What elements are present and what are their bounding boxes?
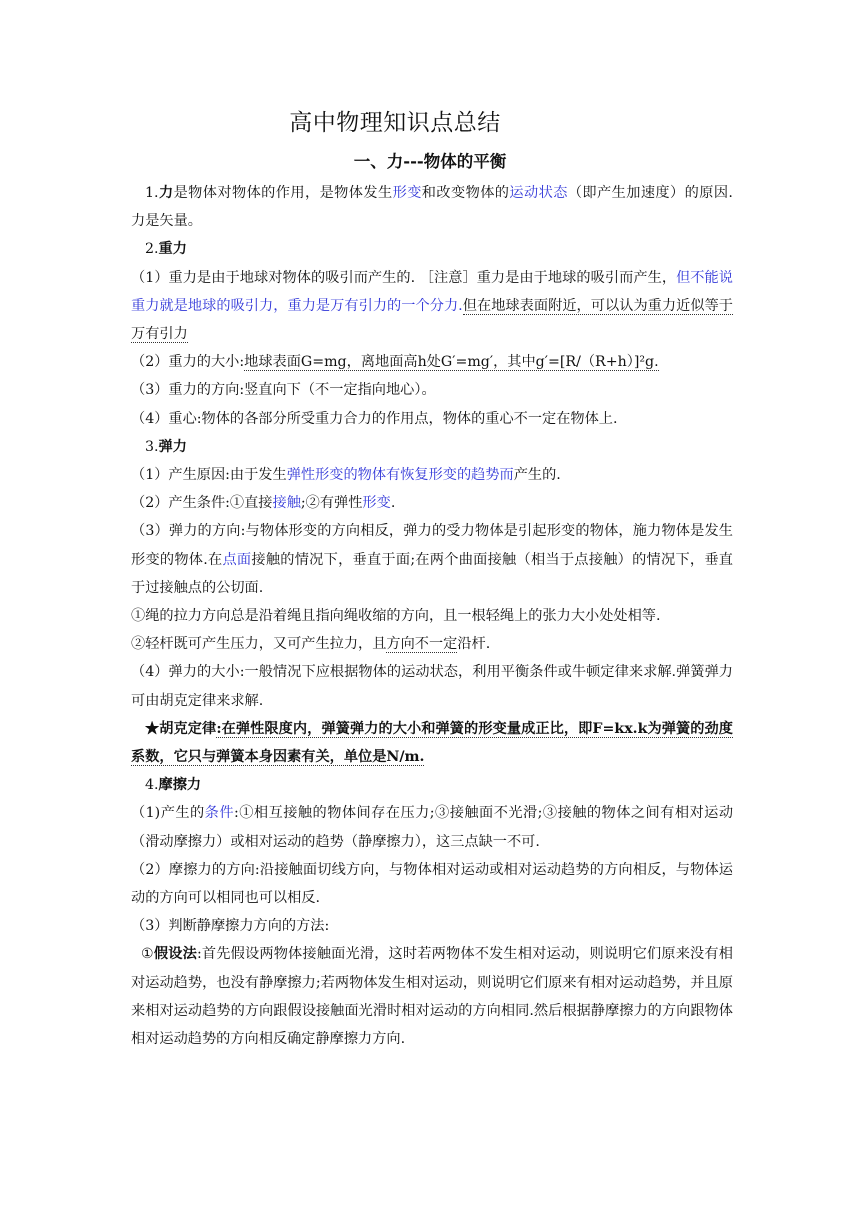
heading-elastic-force: [131, 433, 733, 461]
term-force: 力: [158, 185, 174, 201]
highlight-text: 但不能说重力就是地球的吸引力，重力是万有引力的一个分力.: [131, 269, 733, 314]
text: （3）弹力的方向:与物体形变的方向相反，弹力的受力物体是引起形变的物体，施力物体是发生形变的物体.在: [131, 523, 733, 568]
paragraph-rope: ①绳的拉力方向总是沿着绳且指向绳收缩的方向，且一根轻绳上的张力大小处处相等.: [131, 608, 661, 625]
highlight-term: 条件: [204, 805, 234, 822]
heading-label: 摩擦力: [158, 777, 202, 794]
paragraph-hookes-law: [131, 715, 733, 771]
paragraph-rod: [131, 630, 733, 658]
highlight-term: 点面: [222, 551, 252, 568]
paragraph-gravity-2: [131, 348, 733, 376]
text: ;②有弹性: [300, 495, 363, 512]
paragraph-friction-3: （3）判断静摩擦力方向的方法:: [131, 918, 330, 935]
text: ②轻杆既可产生压力，又可产生拉力，且: [131, 636, 387, 653]
underlined-text: 但在地球表面附近，可以认为重力近似等于万有引力: [131, 297, 733, 343]
text: 和改变物体的: [421, 185, 510, 201]
paragraph-elastic-3: [131, 517, 733, 602]
highlight-term: 形变: [362, 495, 391, 512]
paragraph-assumption-method: [131, 940, 733, 1053]
paragraph-friction-2: （2）摩擦力的方向:沿接触面切线方向，与物体相对运动或相对运动趋势的方向相反，与物体运动的方向可以相同也可以相反.: [131, 861, 733, 907]
text: 沿杆.: [457, 636, 491, 653]
paragraph-elastic-2: [131, 489, 733, 517]
text: （1）重力是由于地球对物体的吸引而产生的. ［注意］重力是由于地球的吸引而产生，: [131, 269, 677, 286]
section-heading: 一、力---物体的平衡: [353, 152, 507, 171]
underlined-formula: 地球表面G=mg，离地面高h处G′=mg′，其中g′=[R/（R+h）]²g.: [244, 354, 659, 371]
term-assumption-method: 假设法: [153, 946, 197, 963]
paragraph-force-definition: [131, 179, 733, 235]
text: （即产生加速度）的原因. 力是矢量。: [131, 185, 733, 230]
item-number: 4.: [145, 777, 159, 794]
heading-label: 重力: [158, 241, 187, 258]
document-body: [131, 179, 733, 1053]
paragraph-gravity-3: （3）重力的方向:竖直向下（不一定指向地心）。: [131, 382, 436, 399]
paragraph-elastic-4: （4）弹力的大小:一般情况下应根据物体的运动状态，利用平衡条件或牛顿定律来求解.弹簧弹力可由胡克定律来求解.: [131, 664, 733, 709]
heading-gravity: [131, 235, 733, 263]
item-number: 1.: [145, 185, 159, 201]
paragraph-friction-1: [131, 799, 733, 855]
paragraph-elastic-1: [131, 461, 733, 489]
highlight-text: 弹性形变的物体有恢复形变的趋势而: [286, 467, 514, 484]
heading-label: 弹力: [158, 438, 187, 455]
highlight-term: 接触: [272, 495, 301, 512]
hookes-law-label: ★胡克定律: [145, 720, 217, 737]
text: 产生的.: [513, 467, 561, 484]
text: （2）产生条件:①直接: [131, 495, 273, 512]
heading-friction: [131, 771, 733, 799]
item-number: 3.: [145, 438, 159, 455]
item-number: 2.: [145, 241, 159, 258]
underlined-text: 方向不一定: [386, 636, 458, 653]
paragraph-gravity-1: [131, 264, 733, 349]
document-title: 高中物理知识点总结: [289, 110, 501, 136]
text: （2）重力的大小:: [131, 354, 245, 371]
hookes-law-text: :在弹性限度内，弹簧弹力的大小和弹簧的形变量成正比，即F=kx.k为弹簧的劲度系数，它只与弹簧本身因素有关，单位是N/m.: [131, 720, 733, 766]
text: （1）产生原因:由于发生: [131, 467, 287, 484]
text: :首先假设两物体接触面光滑，这时若两物体不发生相对运动，则说明它们原来没有相对运动趋势，也没有静摩擦力;若两物体发生相对运动，则说明它们原来有相对运动趋势，并且原来相对运动趋势的方向跟假设接触面光滑时相对运动的方向相同.然后根据静摩擦力的方向跟物体相对运动趋势的方向相反确定静摩擦力方向.: [131, 946, 733, 1048]
text: 是物体对物体的作用，是物体发生: [173, 185, 393, 201]
item-number: ①: [141, 946, 154, 963]
paragraph-gravity-4: （4）重心:物体的各部分所受重力合力的作用点，物体的重心不一定在物体上.: [131, 410, 618, 427]
text: :①相互接触的物体间存在压力;③接触面不光滑;③接触的物体之间有相对运动（滑动摩擦力）或相对运动的趋势（静摩擦力），这三点缺一不可.: [131, 805, 734, 850]
text: .: [390, 495, 396, 512]
highlight-term: 运动状态: [509, 185, 568, 201]
text: （1)产生的: [131, 805, 205, 822]
text: 接触的情况下，垂直于面;在两个曲面接触（相当于点接触）的情况下，垂直于过接触点的公切面.: [131, 551, 733, 596]
highlight-term: 形变: [392, 185, 422, 201]
